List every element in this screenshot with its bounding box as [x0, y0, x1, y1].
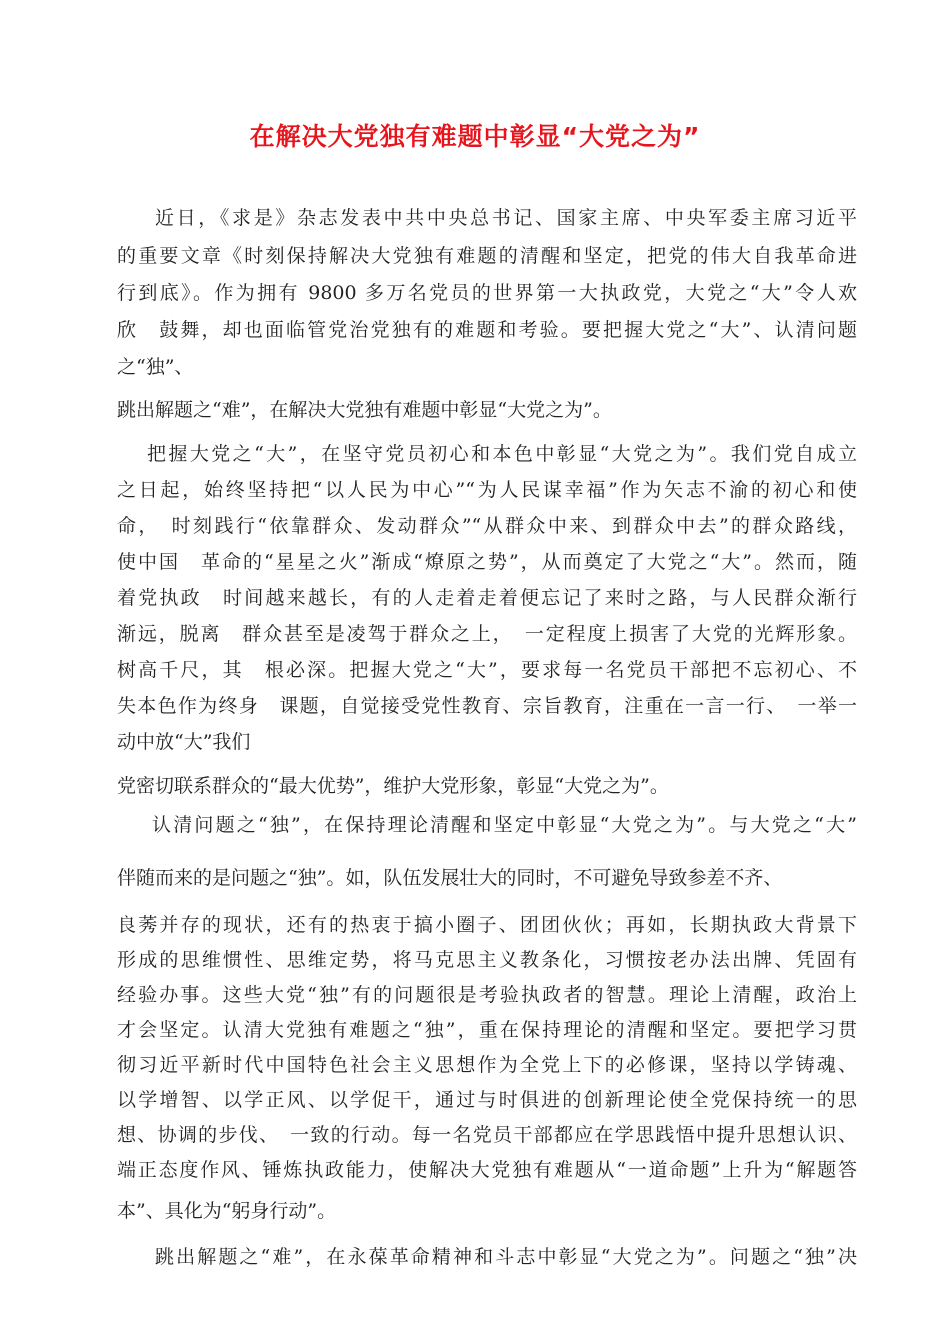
- text-line: 良莠并存的现状，还有的热衷于搞小圈子、团团伙伙；再如，长期执政大背景下: [117, 914, 857, 936]
- text-line: 以学增智、以学正风、以学促干，通过与时俱进的创新理论使全党保持统一的思: [117, 1089, 857, 1111]
- text-line: 行到底》。作为拥有 9800 多万名党员的世界第一大执政党，大党之“大”令人欢: [117, 282, 857, 304]
- text-line: 跳出解题之“难”，在解决大党独有难题中彰显“大党之为”。: [117, 399, 612, 421]
- text-line: 把握大党之“大”，在坚守党员初心和本色中彰显“大党之为”。我们党自成立: [147, 443, 857, 465]
- text-line: 才会坚定。认清大党独有难题之“独”，重在保持理论的清醒和坚定。要把学习贯: [117, 1019, 857, 1041]
- text-line: 失本色作为终身 课题，自觉接受党性教育、宗旨教育，注重在一言一行、 一举一: [117, 695, 857, 717]
- text-line: 想、协调的步伐、 一致的行动。每一名党员干部都应在学思践悟中提升思想认识、: [117, 1124, 857, 1146]
- text-line: 本”、具化为“躬身行动”。: [117, 1200, 337, 1222]
- text-line: 经验办事。这些大党“独”有的问题很是考验执政者的智慧。理论上清醒，政治上: [117, 984, 857, 1006]
- text-line: 命， 时刻践行“依靠群众、发动群众”“从群众中来、到群众中去”的群众路线，: [117, 515, 857, 537]
- text-line: 之“独”、: [117, 356, 194, 378]
- text-line: 伴随而来的是问题之“独”。如，队伍发展壮大的同时，不可避免导致参差不齐、: [117, 867, 783, 889]
- text-line: 端正态度作风、锤炼执政能力，使解决大党独有难题从“一道命题”上升为“解题答: [117, 1159, 857, 1181]
- document-title: 在解决大党独有难题中彰显“大党之为”: [249, 122, 701, 151]
- text-line: 动中放“大”我们: [117, 731, 251, 753]
- text-line: 渐远，脱离 群众甚至是凌驾于群众之上， 一定程度上损害了大党的光辉形象。: [117, 623, 857, 645]
- text-line: 彻习近平新时代中国特色社会主义思想作为全党上下的必修课，坚持以学铸魂、: [117, 1054, 857, 1076]
- text-line: 树高千尺，其 根必深。把握大党之“大”，要求每一名党员干部把不忘初心、不: [117, 659, 857, 681]
- text-line: 使中国 革命的“星星之火”渐成“燎原之势”，从而奠定了大党之“大”。然而，随: [117, 551, 857, 573]
- text-line: 认清问题之“独”，在保持理论清醒和坚定中彰显“大党之为”。与大党之“大”: [152, 814, 857, 836]
- text-line: 着党执政 时间越来越长，有的人走着走着便忘记了来时之路，与人民群众渐行: [117, 587, 857, 609]
- text-line: 欣 鼓舞，却也面临管党治党独有的难题和考验。要把握大党之“大”、认清问题: [117, 319, 857, 341]
- text-line: 跳出解题之“难”，在永葆革命精神和斗志中彰显“大党之为”。问题之“独”决: [155, 1246, 857, 1268]
- text-line: 党密切联系群众的“最大优势”，维护大党形象，彰显“大党之为”。: [117, 775, 669, 797]
- text-line: 之日起，始终坚持把“以人民为中心”“为人民谋幸福”作为矢志不渝的初心和使: [117, 479, 857, 501]
- text-line: 的重要文章《时刻保持解决大党独有难题的清醒和坚定，把党的伟大自我革命进: [117, 245, 857, 267]
- text-line: 近日，《求是》杂志发表中共中央总书记、国家主席、中央军委主席习近平: [155, 207, 857, 229]
- text-line: 形成的思维惯性、思维定势，将马克思主义教条化，习惯按老办法出牌、凭固有: [117, 949, 857, 971]
